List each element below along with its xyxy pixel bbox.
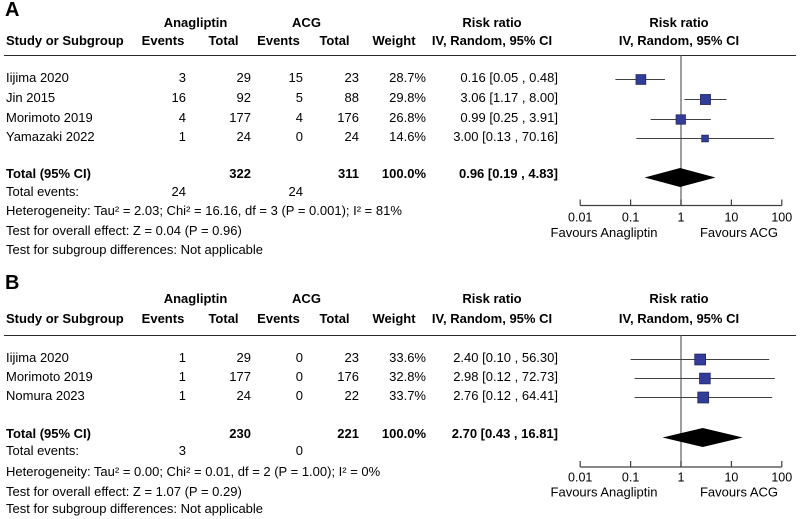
treatment-events: 1 — [178, 350, 186, 365]
total-estimate: 2.70 [0.43 , 16.81] — [451, 426, 558, 441]
total-events-treatment: 3 — [178, 443, 186, 458]
study-weight: 14.6% — [389, 129, 426, 144]
panel-b-heterogeneity: Heterogeneity: Tau² = 0.00; Chi² = 0.01, df = 2 (P = 1.00); I² = 0% — [6, 464, 381, 479]
control-total: 24 — [344, 129, 359, 144]
panel-a-label: A — [5, 0, 20, 21]
panel-b-overall-effect: Test for overall effect: Z = 1.07 (P = 0.29) — [6, 484, 242, 499]
plot-ci-header: IV, Random, 95% CI — [618, 311, 740, 326]
weight-column-header: Weight — [372, 311, 416, 326]
total-events-control: 24 — [288, 184, 303, 199]
study-weight: 28.7% — [389, 70, 426, 85]
study-name: Morimoto 2019 — [6, 110, 93, 125]
study-estimate: 3.00 [0.13 , 70.16] — [453, 129, 558, 144]
total-control-n: 221 — [337, 426, 359, 441]
treatment-total-header: Total — [208, 33, 239, 48]
total-events-control: 0 — [295, 443, 303, 458]
panel-b-group-header-row — [0, 290, 800, 307]
ci-column-header: IV, Random, 95% CI — [431, 311, 553, 326]
axis-tick-label: 10 — [724, 470, 739, 485]
treatment-events-header: Events — [141, 33, 185, 48]
control-group-header: ACG — [292, 291, 321, 306]
weight-column-header: Weight — [372, 33, 416, 48]
total-events-label: Total events: — [6, 443, 79, 458]
control-total: 88 — [344, 90, 359, 105]
total-treatment-n: 322 — [229, 166, 251, 181]
study-name: Iijima 2020 — [6, 350, 69, 365]
total-treatment-n: 230 — [229, 426, 251, 441]
study-weight: 33.7% — [389, 388, 426, 403]
study-column-header: Study or Subgroup — [6, 33, 124, 48]
axis-tick-label: 10 — [724, 210, 739, 225]
control-total: 176 — [337, 369, 359, 384]
panel-a-forest-plot — [550, 52, 800, 247]
study-estimate: 0.16 [0.05 , 0.48] — [460, 70, 558, 85]
panel-a-group-header-row — [0, 14, 800, 31]
total-weight: 100.0% — [381, 166, 426, 181]
study-name: Jin 2015 — [6, 90, 56, 105]
study-weight: 33.6% — [389, 350, 426, 365]
study-estimate: 2.40 [0.10 , 56.30] — [453, 350, 558, 365]
treatment-total: 24 — [236, 129, 251, 144]
favours-left-label: Favours Anagliptin — [550, 484, 658, 500]
study-estimate: 2.98 [0.12 , 72.73] — [453, 369, 558, 384]
control-events: 5 — [295, 90, 303, 105]
study-column-header: Study or Subgroup — [6, 311, 124, 326]
study-weight: 26.8% — [389, 110, 426, 125]
study-name: Morimoto 2019 — [6, 369, 93, 384]
control-total: 23 — [344, 70, 359, 85]
treatment-total: 177 — [229, 369, 251, 384]
panel-a-subgroup-difference: Test for subgroup differences: Not applicable — [6, 242, 264, 257]
study-name: Yamazaki 2022 — [6, 129, 95, 144]
effect-square — [695, 354, 706, 365]
treatment-events: 1 — [178, 129, 186, 144]
total-events-treatment: 24 — [171, 184, 186, 199]
effect-square — [702, 135, 709, 142]
panel-a-overall-effect: Test for overall effect: Z = 0.04 (P = 0.96) — [6, 223, 242, 238]
study-name: Nomura 2023 — [6, 388, 85, 403]
panel-b-label: B — [5, 272, 20, 294]
axis-tick-label: 100 — [771, 470, 793, 485]
control-total: 22 — [344, 388, 359, 403]
axis-tick-label: 1 — [677, 470, 685, 485]
axis-tick-label: 0.1 — [621, 470, 640, 485]
total-events-label: Total events: — [6, 184, 79, 199]
total-label: Total (95% CI) — [6, 166, 91, 181]
effect-square — [698, 392, 709, 403]
treatment-events-header: Events — [141, 311, 185, 326]
treatment-group-header: Anagliptin — [163, 291, 228, 306]
treatment-group-header: Anagliptin — [163, 15, 228, 30]
control-total: 176 — [337, 110, 359, 125]
control-events: 0 — [295, 369, 303, 384]
control-total: 23 — [344, 350, 359, 365]
treatment-events: 3 — [178, 70, 186, 85]
total-weight: 100.0% — [381, 426, 426, 441]
treatment-events: 1 — [178, 388, 186, 403]
axis-tick-label: 0.01 — [568, 470, 593, 485]
treatment-events: 1 — [178, 369, 186, 384]
treatment-total-header: Total — [208, 311, 239, 326]
axis-tick-label: 0.01 — [568, 210, 593, 225]
effect-square — [700, 94, 710, 104]
treatment-total: 29 — [236, 70, 251, 85]
plot-risk-ratio-header: Risk ratio — [649, 291, 709, 306]
total-estimate: 0.96 [0.19 , 4.83] — [458, 166, 558, 181]
study-weight: 29.8% — [389, 90, 426, 105]
plot-ci-header: IV, Random, 95% CI — [618, 33, 740, 48]
study-estimate: 3.06 [1.17 , 8.00] — [460, 90, 558, 105]
study-weight: 32.8% — [389, 369, 426, 384]
axis-tick-label: 0.1 — [621, 210, 640, 225]
effect-square — [676, 115, 685, 124]
study-name: Iijima 2020 — [6, 70, 69, 85]
panel-b-subgroup-difference: Test for subgroup differences: Not applicable — [6, 501, 264, 516]
favours-left-label: Favours Anagliptin — [550, 225, 658, 240]
control-total-header: Total — [319, 33, 350, 48]
treatment-total: 177 — [229, 110, 251, 125]
control-events-header: Events — [257, 311, 300, 326]
control-events: 4 — [295, 110, 303, 125]
summary-diamond — [645, 168, 716, 187]
axis-tick-label: 1 — [677, 210, 685, 225]
control-events: 0 — [295, 350, 303, 365]
control-events: 0 — [295, 388, 303, 403]
panel-b-forest-plot — [550, 330, 800, 519]
control-events-header: Events — [257, 33, 300, 48]
axis-tick-label: 100 — [771, 210, 793, 225]
study-estimate: 0.99 [0.25 , 3.91] — [460, 110, 558, 125]
treatment-events: 4 — [178, 110, 186, 125]
total-control-n: 311 — [338, 166, 359, 181]
study-estimate: 2.76 [0.12 , 64.41] — [453, 388, 558, 403]
treatment-total: 92 — [236, 90, 251, 105]
treatment-total: 29 — [236, 350, 251, 365]
effect-square — [700, 373, 711, 384]
panel-a-column-header-row — [0, 32, 800, 49]
panel-a-heterogeneity: Heterogeneity: Tau² = 2.03; Chi² = 16.16, df = 3 (P = 0.001); I² = 81% — [6, 203, 402, 218]
control-group-header: ACG — [292, 15, 321, 30]
risk-ratio-column-header: Risk ratio — [462, 15, 522, 30]
total-label: Total (95% CI) — [6, 426, 91, 441]
favours-right-label: Favours ACG — [699, 225, 779, 240]
control-total-header: Total — [319, 311, 350, 326]
control-events: 15 — [288, 70, 303, 85]
effect-square — [636, 75, 646, 85]
ci-column-header: IV, Random, 95% CI — [431, 33, 553, 48]
risk-ratio-column-header: Risk ratio — [462, 291, 522, 306]
control-events: 0 — [295, 129, 303, 144]
favours-right-label: Favours ACG — [699, 484, 779, 500]
plot-risk-ratio-header: Risk ratio — [649, 15, 709, 30]
treatment-total: 24 — [236, 388, 251, 403]
treatment-events: 16 — [171, 90, 186, 105]
summary-diamond — [663, 428, 743, 447]
panel-b-column-header-row — [0, 310, 800, 327]
